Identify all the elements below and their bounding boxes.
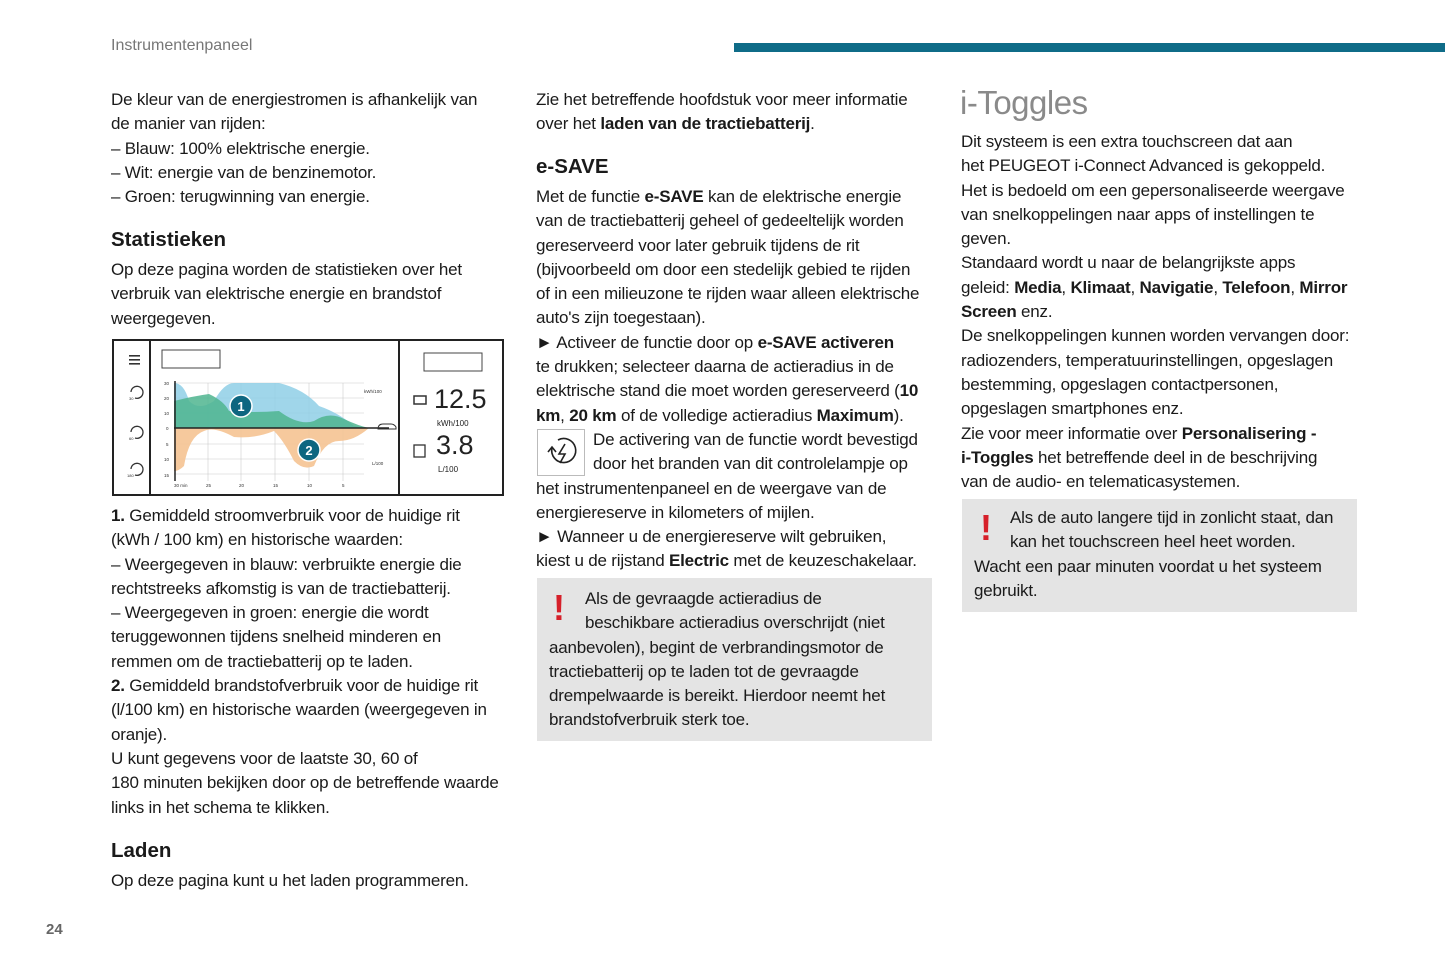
statistieken-heading: Statistieken <box>111 228 227 251</box>
text-span: laden van de tractiebatterij <box>600 114 811 134</box>
esave-text <box>536 185 936 574</box>
text-span: drempelwaarde is bereikt. Hierdoor neemt het <box>549 686 886 706</box>
text-span: Als de auto langere tijd in zonlicht staat, dan <box>1010 508 1334 527</box>
text-span: 1. <box>111 506 125 525</box>
text-line: De kleur van de energiestromen is afhankelijk van <box>111 90 478 109</box>
text-span[interactable]: 180 <box>127 473 134 478</box>
text-line: – Wit: energie van de benzinemotor. <box>111 162 377 182</box>
text-span: door het branden van dit controlelampje op <box>593 454 908 474</box>
text-span: kan de elektrische energie <box>703 187 902 206</box>
text-span: gereserveerd voor later gebruik tijdens de rit <box>536 235 860 255</box>
text-span: ► Activeer de functie door op <box>536 332 758 352</box>
text-span: 10 <box>164 411 170 416</box>
text-span: ► Wanneer u de energiereserve wilt gebruiken, <box>536 527 887 547</box>
text-span: (kWh / 100 km) en historische waarden: <box>111 530 403 550</box>
text-span: Als de gevraagde actieradius de <box>585 589 822 608</box>
text-span: oranje). <box>111 724 168 744</box>
text-span: beschikbare actieradius overschrijdt (niet <box>585 613 885 633</box>
text-line: weergegeven. <box>111 308 216 328</box>
text-span: het betreffende deel in de beschrijving <box>1033 447 1318 467</box>
text-span: Wacht een paar minuten voordat u het systeem <box>974 556 1322 576</box>
text-line: de manier van rijden: <box>111 114 266 134</box>
header-accent-bar <box>734 43 1445 52</box>
period-180-button[interactable] <box>127 463 143 478</box>
charging-reference <box>536 88 936 137</box>
marker-1 <box>230 395 252 417</box>
text-span: i-Toggles <box>961 447 1034 467</box>
text-span: 5 <box>166 442 169 447</box>
statistics-screen-figure <box>112 339 504 496</box>
text-span: Navigatie <box>1139 277 1214 297</box>
period-60-button[interactable] <box>129 426 143 441</box>
text-span: Maximum <box>816 405 894 425</box>
text-span: De snelkoppelingen kunnen worden vervangen door: <box>961 326 1350 346</box>
text-span: te drukken; selecteer daarna de actieradius in de <box>536 357 894 377</box>
text-span: 20 km <box>569 405 617 425</box>
text-span: . <box>810 114 815 134</box>
text-span: ). <box>893 405 904 425</box>
text-span: 20 <box>164 396 170 401</box>
period-30-button[interactable] <box>129 386 143 401</box>
text-span: Zie voor meer informatie over <box>961 423 1182 443</box>
text-span: Gemiddeld stroomverbruik voor de huidige rit <box>124 506 460 525</box>
i-toggles-heading: i-Toggles <box>960 84 1088 121</box>
text-span: 0 <box>166 426 169 431</box>
text-span: of in een milieuzone te rijden waar alleen elektrische <box>536 284 920 304</box>
text-span: 2 <box>305 443 313 458</box>
text-span: Telefoon <box>1222 277 1291 297</box>
text-span: over het <box>536 114 601 134</box>
text-span: 10 <box>307 483 313 488</box>
i-toggles-text: Dit systeem is een extra touchscreen dat aan het PEUGEOT i-Connect Advanced is gekoppeld. Het is bedoeld om een gepersonaliseerde weergave van snelkoppelingen naar apps of instellingen te geven. Standaard wordt u naar de belangrijkste apps geleid: Media, Klimaat, Navigatie, Telefoon, Mirror Screen enz. De snelkoppelingen kunnen worden vervangen door: radiozenders, temperatuurinstellingen, opgeslagen bestemming, opgeslagen contactpersonen, opgeslagen smartphones enz. Zie voor meer informatie over Personalisering - i-Toggles het betreffende deel in de beschrijving van de audio- en telematicasystemen. <box>961 130 1371 494</box>
page-number: 24 <box>46 921 63 938</box>
text-span: elektrische stand die moet worden gereserveerd ( <box>536 381 900 401</box>
text-span: tractiebatterij op te laden tot de gevraagde <box>549 661 859 681</box>
esave-heading: e-SAVE <box>536 155 609 178</box>
text-span: 5 <box>342 483 345 488</box>
text-span: 10 <box>899 381 919 401</box>
text-span: e-SAVE activeren <box>757 332 894 352</box>
text-span: rechtstreeks afkomstig is van de tractiebatterij. <box>111 578 451 598</box>
text-span: 180 minuten bekijken door op de betreffende waarde <box>111 773 499 793</box>
text-span: Screen <box>961 302 1017 322</box>
text-span[interactable]: 30 <box>129 396 134 401</box>
text-span: Personalisering - <box>1181 423 1317 443</box>
text-span: Dit systeem is een extra touchscreen dat aan <box>961 132 1293 151</box>
text-span: of de volledige actieradius <box>616 405 817 425</box>
text-span: aanbevolen), begint de verbrandingsmotor de <box>549 637 884 657</box>
laden-text: Op deze pagina kunt u het laden programmeren. <box>111 871 469 890</box>
text-line: – Blauw: 100% elektrische energie. <box>111 138 370 158</box>
text-span: 1 <box>237 399 245 414</box>
laden-heading: Laden <box>111 839 172 862</box>
text-span: (bijvoorbeeld om door een stedelijk gebied te rijden <box>536 259 911 279</box>
menu-icon <box>129 355 140 365</box>
text-span: 3.8 <box>436 430 474 460</box>
text-span: opgeslagen smartphones enz. <box>961 399 1184 419</box>
text-line: – Groen: terugwinning van energie. <box>111 187 370 207</box>
stats-text <box>111 258 511 331</box>
text-span: bestemming, opgeslagen contactpersonen, <box>961 374 1279 394</box>
text-span: het instrumentenpaneel en de weergave van de <box>536 478 887 498</box>
text-span: Klimaat <box>1070 277 1131 297</box>
warning-note-touchscreen <box>962 499 1357 612</box>
text-span: Standaard wordt u naar de belangrijkste apps <box>961 253 1296 273</box>
section-header: Instrumentenpaneel <box>111 37 253 54</box>
text-span: , <box>560 405 570 425</box>
text-span: Zie het betreffende hoofdstuk voor meer informatie <box>536 90 908 109</box>
text-span: Media <box>1014 277 1062 297</box>
battery-icon <box>414 396 426 404</box>
text-span: 2. <box>111 676 125 696</box>
text-line: Op deze pagina worden de statistieken over het <box>111 260 462 279</box>
warning-icon: ! <box>980 507 992 548</box>
marker-2 <box>298 439 320 461</box>
text-span: 12.5 <box>434 384 487 414</box>
text-span: kWh/100 <box>437 419 469 428</box>
text-span: gebruikt. <box>974 580 1038 600</box>
text-span: – Weergegeven in blauw: verbruikte energie die <box>111 554 462 574</box>
text-span: – Weergegeven in groen: energie die wordt <box>111 603 429 623</box>
text-span: Electric <box>669 551 729 571</box>
warning-note-esave <box>537 578 932 741</box>
text-span: auto's zijn toegestaan). <box>536 308 706 328</box>
esave-indicator-lamp-icon <box>537 429 585 476</box>
text-span: met de keuzeschakelaar. <box>728 551 917 571</box>
text-span: brandstofverbruik sterk toe. <box>549 710 750 730</box>
text-span: 10 <box>164 457 170 462</box>
text-span: links in het schema te klikken. <box>111 797 330 817</box>
text-span: van snelkoppelingen naar apps of instellingen te <box>961 204 1315 224</box>
fuel-can-icon <box>414 445 425 457</box>
text-span: geven. <box>961 229 1011 249</box>
text-span: (l/100 km) en historische waarden (weergegeven in <box>111 700 487 720</box>
text-span: kWh/100 <box>364 389 382 394</box>
text-line: verbruik van elektrische energie en brandstof <box>111 284 442 304</box>
text-span: L/100 <box>372 461 384 466</box>
text-span: U kunt gegevens voor de laatste 30, 60 of <box>111 748 418 768</box>
text-span: Het is bedoeld om een gepersonaliseerde weergave <box>961 180 1345 200</box>
text-span: teruggewonnen tijdens snelheid minderen en <box>111 627 441 647</box>
text-span: enz. <box>1016 302 1053 322</box>
color-intro <box>111 88 511 209</box>
figure-legend <box>111 504 521 820</box>
text-span: het PEUGEOT i-Connect Advanced is gekoppeld. <box>961 156 1326 176</box>
text-span: 30 min <box>174 483 188 488</box>
text-span: remmen om de tractiebatterij op te laden. <box>111 651 413 671</box>
text-span: kiest u de rijstand <box>536 551 670 571</box>
text-span: radiozenders, temperatuurinstellingen, opgeslagen <box>961 350 1334 370</box>
warning-icon: ! <box>553 587 565 628</box>
text-span: geleid: <box>961 277 1015 297</box>
text-span: van de audio- en telematicasystemen. <box>961 472 1241 492</box>
text-span: L/100 <box>438 465 459 474</box>
text-span: kan het touchscreen heel heet worden. <box>1010 532 1296 552</box>
text-span: 15 <box>273 483 279 488</box>
text-span: De activering van de functie wordt bevestigd <box>593 429 918 449</box>
text-span: 15 <box>164 473 170 478</box>
text-span: 30 <box>164 381 170 386</box>
text-span: km <box>536 405 561 425</box>
text-span: 20 <box>239 483 245 488</box>
text-span: Met de functie <box>536 187 645 206</box>
text-span: energiereserve in kilometers of mijlen. <box>536 502 815 522</box>
text-span: van de tractiebatterij geheel of gedeeltelijk worden <box>536 211 904 231</box>
text-span[interactable]: 60 <box>129 436 134 441</box>
text-span: 25 <box>206 483 212 488</box>
text-span: Gemiddeld brandstofverbruik voor de huidige rit <box>124 676 479 696</box>
text-span: e-SAVE <box>644 187 704 206</box>
text-span: Mirror <box>1299 277 1348 297</box>
